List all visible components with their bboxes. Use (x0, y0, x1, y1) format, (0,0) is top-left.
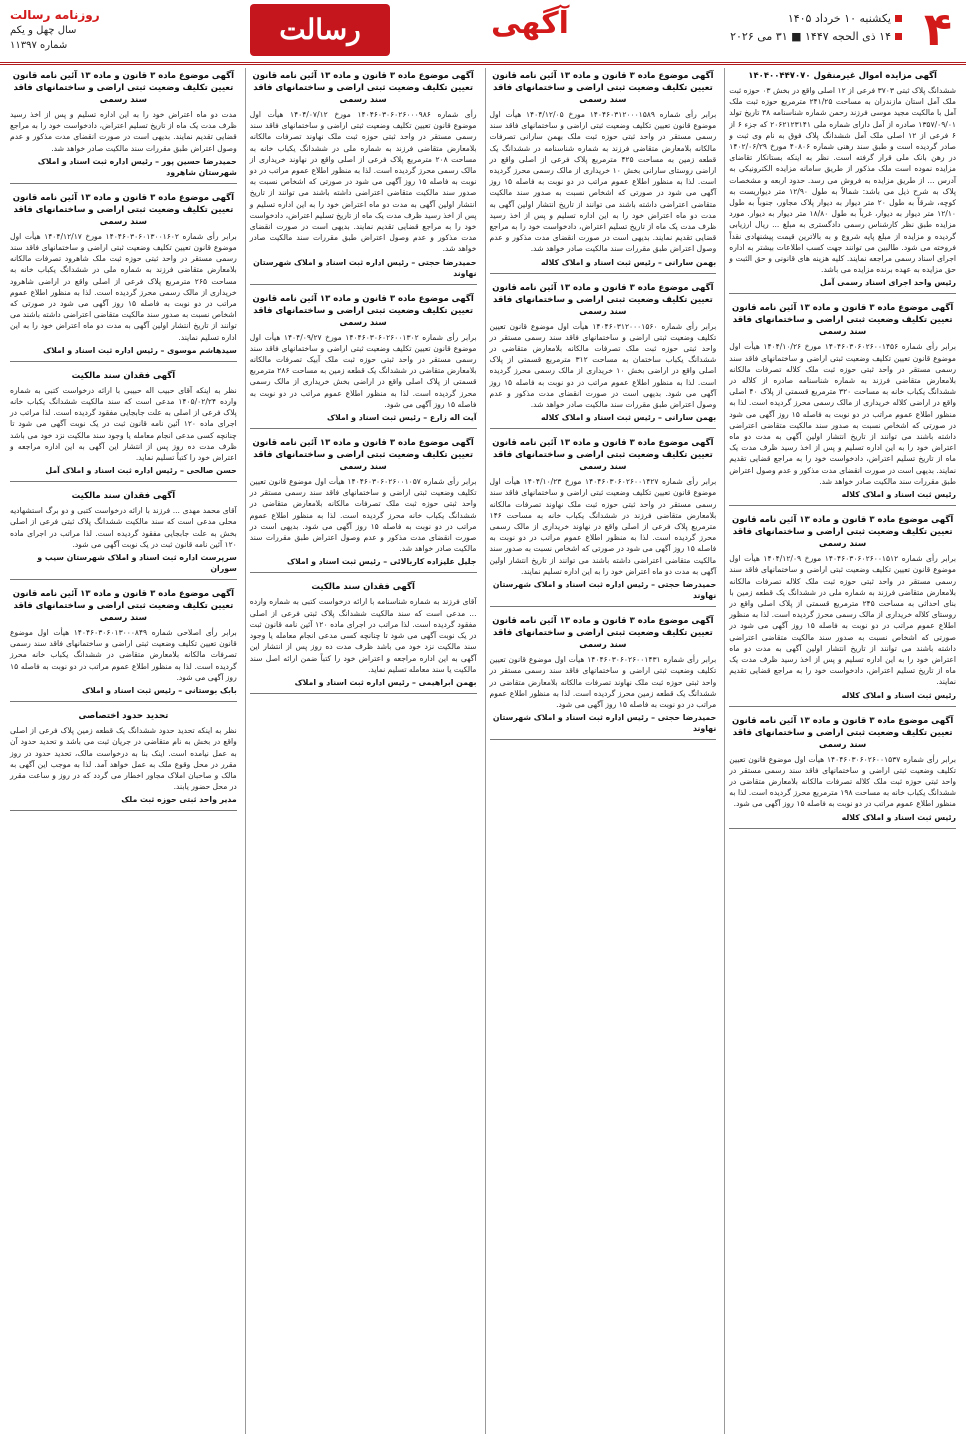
notice-divider (250, 284, 477, 285)
notice-body: نظر به اینکه تحدید حدود ششدانگ یک قطعه زمین پلاک فرعی از اصلی واقع در بخش به نام متقاضی در جریان ثبت می باشد و تحدید حدود آن به عمل نیامده است. اینک بنا به درخواست مالک، تحدید حدود در روز مقرر در محل وقوع ملک به عمل خواهد آمد. لذا به موجب این آگهی به مالک و صاحبان املاک مجاور اخطار می گردد که در روز و ساعت مقرر در محل حضور یابند. (10, 726, 237, 792)
date-line-2: ۱۴ ذی الحجه ۱۴۴۷ ■ ۳۱ می ۲۰۲۶ (730, 28, 902, 46)
legal-notice (10, 370, 237, 482)
page-number: ۴ (923, 2, 952, 56)
legal-notice (250, 437, 477, 573)
notice-body: رأی شماره ۱۴۰۴۶۰۳۰۶۰۲۶۰۰۰۹۸۶ مورخ ۱۴۰۴/۰۷/۱۲ هیأت اول موضوع قانون تعیین تکلیف وضعیت ثبتی اراضی و ساختمانهای فاقد سند رسمی مستقر در واحد ثبتی حوزه ثبت ملک نهاوند تصرفات مالکانه بلامعارض متقاضی فرزند به شماره ملی در ششدانگ یکباب خانه به مساحت ۲۰۸ مترمربع پلاک فرعی از اصلی واقع در نهاوند خریداری از مالک رسمی محرز گردیده است. لذا به منظور اطلاع عموم مراتب در دو نوبت به فاصله ۱۵ روز آگهی می شود در صورتی که اشخاص نسبت به صدور سند مالکیت متقاضی اعتراضی داشته باشند می توانند از تاریخ انتشار اولین آگهی به مدت دو ماه اعتراض خود را به این اداره تسلیم و پس از اخذ رسید ظرف مدت یک ماه از تاریخ تسلیم اعتراض، دادخواست خود را به مراجع قضایی تقدیم نمایند. بدیهی است در صورت انقضای مدت مذکور و عدم وصول اعتراض طبق مقررات سند مالکیت صادر خواهد شد. (249, 110, 477, 254)
notice-signature: سیدهاشم موسوی – رئیس اداره ثبت اسناد و املاک (43, 345, 237, 355)
notice-title: آگهی موضوع ماده ۳ قانون و ماده ۱۳ آئین نامه قانون تعیین تکلیف وضعیت ثبتی اراضی و ساختمانهای فاقد سند رسمی (492, 282, 714, 317)
legal-notice (729, 715, 956, 829)
notice-signature: بهمن سارانی – رئیس ثبت اسناد و املاک کلاله (540, 413, 717, 423)
notice-signature: رئیس ثبت اسناد و املاک کلاله (841, 490, 956, 500)
issue-dates (730, 10, 902, 46)
notice-title: آگهی موضوع ماده ۳ قانون و ماده ۱۳ آئین نامه قانون تعیین تکلیف وضعیت ثبتی اراضی و ساختمانهای فاقد سند رسمی (731, 515, 954, 550)
notice-divider (250, 693, 477, 694)
notice-title: آگهی موضوع ماده ۳ قانون و ماده ۱۳ آئین نامه قانون تعیین تکلیف وضعیت ثبتی اراضی و ساختمانهای فاقد سند رسمی (492, 71, 714, 105)
legal-notice (250, 70, 477, 285)
notice-title: آگهی موضوع ماده ۳ قانون و ماده ۱۳ آئین نامه قانون تعیین تکلیف وضعیت ثبتی اراضی و ساختمانهای فاقد سند رسمی (252, 438, 474, 473)
notice-column (485, 68, 721, 1434)
section-title: آگهی (491, 6, 569, 41)
newspaper-logo: رسالت (250, 4, 390, 56)
notice-signature: بهمن سارانی – رئیس ثبت اسناد و املاک کلاله (540, 257, 717, 267)
legal-notice (490, 615, 717, 740)
notice-divider (490, 739, 717, 740)
notice-title: آگهی موضوع ماده ۳ قانون و ماده ۱۳ آئین نامه قانون تعیین تکلیف وضعیت ثبتی اراضی و ساختمانهای فاقد سند رسمی (252, 293, 474, 328)
notice-title: آگهی موضوع ماده ۳ قانون و ماده ۱۳ آئین نامه قانون تعیین تکلیف وضعیت ثبتی اراضی و ساختمانهای فاقد سند رسمی (492, 616, 714, 651)
notice-title: آگهی مزایده اموال غیرمنقول ۱۴۰۴۰۰۴۴۷۰۷۰ (748, 71, 937, 81)
side-brand: روزنامه رسالت (10, 8, 100, 22)
legal-notice (250, 293, 477, 429)
notice-body: برابر رأی شماره ۱۴۰۴۶۰۳۰۶۰۲۶۰۰۱۵۱۲ مورخ ۱۴۰۴/۱۲/۰۹ هیأت اول موضوع قانون تعیین تکلیف وضعیت ثبتی اراضی و ساختمانهای فاقد سند رسمی مستقر در واحد ثبتی حوزه ثبت ملک کلاله تصرفات مالکانه بلامعارض متقاضی فرزند به شماره ملی در ششدانگ یک قطعه زمین با بنای احداثی به مساحت ۲۴۵ مترمربع قسمتی از پلاک اصلی واقع در روستای کلاله خریداری از مالک رسمی محرز گردیده است. لذا به منظور اطلاع عموم مراتب در دو نوبت به فاصله ۱۵ روز آگهی می شود در صورتی که اشخاص نسبت به صدور سند مالکیت متقاضی اعتراضی داشته باشند می توانند از تاریخ انتشار اولین آگهی به مدت دو ماه اعتراض خود را به این اداره تسلیم و پس از اخذ رسید ظرف مدت یک ماه از تاریخ تسلیم اعتراض، دادخواست خود را به مراجع قضایی تقدیم نمایند. (729, 554, 957, 687)
notice-signature: آیت اله زارع – رئیس ثبت اسناد و املاک (327, 413, 477, 423)
legal-notice (10, 490, 237, 580)
notice-title: آگهی فقدان سند مالکیت (71, 370, 176, 381)
notice-body: آقای فرزند به شماره شناسنامه با ارائه درخواست کتبی به شماره وارده ... مدعی است که سند مالکیت ششدانگ پلاک ثبتی فرعی از اصلی مفقود گردیده است. لذا مراتب در اجرای ماده ۱۲۰ آئین نامه قانون ثبت در یک نوبت آگهی می شود تا چنانچه کسی مدعی انجام معامله یا وجود سند مالکیت نزد خود می باشد ظرف مدت ده روز پس از انتشار این آگهی به این اداره مراجعه و اعتراض خود را کتباً ضمن ارائه اصل سند مالکیت یا سند معامله تسلیم نماید. (249, 597, 477, 674)
notice-divider (490, 428, 717, 429)
notice-divider (10, 481, 237, 482)
notice-signature: حمیدرضا حسین پور – رئیس اداره ثبت اسناد و املاک شهرستان شاهرود (37, 156, 237, 177)
date-line-1: یکشنبه ۱۰ خرداد ۱۴۰۵ (730, 10, 902, 28)
notice-title: تحدید حدود اختصاصی (78, 711, 169, 722)
notice-signature: رئیس ثبت اسناد و املاک کلاله (841, 690, 956, 700)
notice-divider (10, 701, 237, 702)
masthead (0, 0, 966, 65)
notice-divider (729, 706, 956, 707)
notice-body: آقای محمد مهدی ... فرزند با ارائه درخواست کتبی و دو برگ استشهادیه محلی مدعی است که سند مالکیت ششدانگ پلاک ثبتی فرعی از اصلی بخش به علت جابجایی مفقود گردیده است. لذا مراتب در اجرای ماده ۱۲۰ آئین نامه قانون ثبت در یک نوبت آگهی می شود. (10, 506, 237, 549)
notice-signature: حسن صالحی – رئیس اداره ثبت اسناد و املاک آمل (45, 466, 237, 476)
notice-divider (10, 361, 237, 362)
notice-signature: جلیل علیزاده کاربالائی – رئیس ثبت اسناد و املاک (287, 557, 477, 567)
notice-divider (729, 828, 956, 829)
notice-title: آگهی موضوع ماده ۳ قانون و ماده ۱۳ آئین نامه قانون تعیین تکلیف وضعیت ثبتی اراضی و ساختمانهای فاقد سند رسمی (731, 303, 954, 338)
notice-divider (729, 293, 956, 294)
notice-signature: رئیس ثبت اسناد و املاک کلاله (841, 812, 956, 822)
legal-notice (490, 437, 717, 607)
side-info (10, 8, 130, 53)
notice-signature: سرپرست اداره ثبت اسناد و املاک شهرستان سیب و سوران (37, 553, 237, 574)
legal-notice (490, 70, 717, 274)
notice-body: برابر رأی شماره ۱۴۰۴۶۰۳۰۶۰۲۶۰۰۱۴۵۶ مورخ ۱۴۰۴/۱۰/۲۶ هیأت اول موضوع قانون تعیین تکلیف وضعیت ثبتی اراضی و ساختمانهای فاقد سند رسمی مستقر در واحد ثبتی حوزه ثبت ملک کلاله تصرفات مالکانه بلامعارض متقاضی فرزند به شماره شناسنامه صادره از کلاله در ششدانگ یکباب خانه به مساحت ۳۲۰ مترمربع قسمتی از پلاک ۴۰ اصلی واقع در اراضی کلاله خریداری از مالک رسمی محرز گردیده است. لذا به منظور اطلاع عموم مراتب در دو نوبت به فاصله ۱۵ روز آگهی می شود در صورتی که اشخاص نسبت به صدور سند مالکیت متقاضی اعتراضی داشته باشند می توانند از تاریخ انتشار اولین آگهی به مدت دو ماه اعتراض خود را به این اداره تسلیم و پس از اخذ رسید ظرف مدت یک ماه از تاریخ تسلیم اعتراض، دادخواست خود را به مراجع قضایی تقدیم نمایند. بدیهی است در صورت انقضای مدت مذکور و عدم وصول اعتراض طبق مقررات سند مالکیت صادر خواهد شد. (729, 342, 957, 486)
notice-signature: رئیس واحد اجرای اسناد رسمی آمل (820, 278, 956, 288)
legal-notice (10, 70, 237, 184)
notice-body: مدت دو ماه اعتراض خود را به این اداره تسلیم و پس از اخذ رسید ظرف مدت یک ماه از تاریخ تسلیم اعتراض، دادخواست خود را به مراجع قضایی تقدیم نمایند. بدیهی است در صورت انقضای مدت مذکور و عدم وصول اعتراض طبق مقررات سند مالکیت صادر خواهد شد. (10, 110, 237, 153)
notice-signature: بابک بوستانی – رئیس ثبت اسناد و املاک (81, 686, 237, 696)
notice-column (724, 68, 960, 1434)
side-year: سال چهل و یکم (10, 25, 77, 36)
side-issue: شماره ۱۱۳۹۷ (10, 40, 68, 51)
legal-notice (729, 70, 956, 294)
legal-notice (10, 192, 237, 362)
notice-title: آگهی فقدان سند مالکیت (311, 582, 415, 593)
notice-column (245, 68, 481, 1434)
notice-title: آگهی موضوع ماده ۳ قانون و ماده ۱۳ آئین نامه قانون تعیین تکلیف وضعیت ثبتی اراضی و ساختمانهای فاقد سند رسمی (731, 715, 954, 750)
notice-divider (490, 606, 717, 607)
notice-signature: بهمن ابراهیمی – رئیس اداره ثبت اسناد و املاک (294, 677, 477, 687)
notice-title: آگهی موضوع ماده ۳ قانون و ماده ۱۳ آئین نامه قانون تعیین تکلیف وضعیت ثبتی اراضی و ساختمانهای فاقد سند رسمی (252, 71, 474, 105)
notice-body: برابر رأی شماره ۱۴۰۴۶۰۳۱۲۰۰۰۱۵۶۰ هیأت اول موضوع قانون تعیین تکلیف وضعیت ثبتی اراضی و ساختمانهای فاقد سند رسمی مستقر در واحد ثبتی حوزه ثبت ملک تصرفات مالکانه بلامعارض متقاضی در ششدانگ یکباب ساختمان به مساحت ۳۱۲ مترمربع قسمتی از پلاک اصلی واقع در اراضی بخش ۱۰ خریداری از مالک رسمی محرز گردیده است. لذا به منظور اطلاع عموم مراتب در دو نوبت به فاصله ۱۵ روز آگهی می شود. بدیهی است در صورت انقضای مدت مذکور و عدم وصول اعتراض طبق مقررات سند مالکیت صادر خواهد شد. (489, 321, 717, 410)
legal-notice (729, 302, 956, 506)
notice-signature: حمیدرضا حجتی – رئیس اداره ثبت اسناد و املاک شهرستان نهاوند (492, 713, 717, 734)
notice-body: برابر رأی اصلاحی شماره ۱۴۰۴۶۰۳۰۶۰۱۳۰۰۰۸۴۹ هیأت اول موضوع قانون تعیین تکلیف وضعیت ثبتی اراضی و ساختمانهای فاقد سند رسمی تصرفات مالکانه بلامعارض متقاضی در ششدانگ یکباب خانه محرز گردیده است. لذا به منظور اطلاع عموم مراتب در دو نوبت به فاصله ۱۵ روز آگهی می شود. (10, 628, 237, 682)
notice-signature: حمیدرضا حجتی – رئیس اداره ثبت اسناد و املاک شهرستان نهاوند (253, 257, 477, 278)
notice-body: برابر رأی شماره ۱۴۰۴۶۰۳۰۶۰۲۶۰۰۱۵۳۷ هیأت اول موضوع قانون تعیین تکلیف وضعیت ثبتی اراضی و ساختمانهای فاقد سند رسمی مستقر در واحد ثبتی حوزه ثبت ملک کلاله تصرفات مالکانه بلامعارض متقاضی در ششدانگ یکباب خانه به مساحت ۱۹۸ مترمربع محرز گردیده است. لذا به منظور اطلاع عموم مراتب در دو نوبت به فاصله ۱۵ روز آگهی می شود. (729, 754, 956, 809)
notice-title: آگهی موضوع ماده ۳ قانون و ماده ۱۳ آئین نامه قانون تعیین تکلیف وضعیت ثبتی اراضی و ساختمانهای فاقد سند رسمی (12, 71, 234, 105)
notice-signature: مدیر واحد ثبتی حوزه ثبت ملک (121, 795, 237, 805)
notice-title: آگهی موضوع ماده ۳ قانون و ماده ۱۳ آئین نامه قانون تعیین تکلیف وضعیت ثبتی اراضی و ساختمانهای فاقد سند رسمی (12, 589, 234, 624)
notice-title: آگهی موضوع ماده ۳ قانون و ماده ۱۳ آئین نامه قانون تعیین تکلیف وضعیت ثبتی اراضی و ساختمانهای فاقد سند رسمی (492, 438, 714, 473)
legal-notice (250, 581, 477, 693)
notice-divider (490, 273, 717, 274)
notice-body: برابر رأی شماره ۱۴۰۴۶۰۳۰۶۰۲۶۰۰۱۴۳۱ هیأت اول موضوع قانون تعیین تکلیف وضعیت ثبتی اراضی و ساختمانهای فاقد سند رسمی مستقر در واحد ثبتی حوزه ثبت ملک نهاوند تصرفات مالکانه بلامعارض متقاضی در ششدانگ یک قطعه زمین محرز گردیده است. لذا به منظور اطلاع عموم مراتب در دو نوبت به فاصله ۱۵ روز آگهی می شود. (489, 655, 717, 709)
legal-notice (729, 514, 956, 706)
notice-divider (10, 183, 237, 184)
notice-signature: حمیدرضا حجتی – رئیس اداره ثبت اسناد و املاک شهرستان نهاوند (492, 580, 717, 601)
notice-body: نظر به اینکه آقای حبیب اله حبیبی با ارائه درخواست کتبی به شماره وارده ۱۴۰۵/۰۲/۲۴ مدعی است که سند مالکیت ششدانگ یکباب خانه پلاک فرعی از اصلی به علت جابجایی مفقود گردیده است. لذا مراتب در اجرای ماده ۱۲۰ آئین نامه قانون ثبت در یک نوبت آگهی می شود تا چنانچه کسی مدعی انجام معامله یا وجود سند مالکیت نزد خود می باشد ظرف مدت ده روز پس از انتشار این آگهی به این اداره مراجعه و اعتراض خود را کتباً تسلیم نماید. (10, 385, 237, 463)
notice-body: ششدانگ پلاک ثبتی ۳۷۰۳ فرعی از ۱۲ اصلی واقع در بخش ۰۳ حوزه ثبت ملک آمل استان مازندران به مساحت ۲۴۱/۲۵ مترمربع حوزه ثبت ملک آمل با مالکیت مجید موسی فرزند رحمن شماره شناسنامه ۳۸ تاریخ تولد ۱۳۵۷/۰۹/۰۱ صادره از آمل دارای شماره ملی ۲۰۶۲۱۲۳۱۴۱ که جزء ۶ از ۶ فرعی از ۱۲ اصلی ملک آمل ششدانگ پلاک فوق به نام وی ثبت و صادر گردیده است و طبق سند رهنی شماره ۴۰۸۰۶ مورخ ۱۴۰۲/۰۶/۲۹ در رهن بانک ملی قرار گرفته است. نظر به اینکه بستانکار تقاضای مزایده نموده است ملک مذکور از طریق سامانه مزایده الکترونیکی به آدرس ... از طریق مزایده به فروش می رسد. حدود اربعه و مشخصات پلاک به شرح ذیل می باشد: شمالاً به طول ۱۲/۹۰ متر دیواریست به کوچه، شرقاً به طول ۲۰ متر دیوار به دیوار پلاک مجاور، جنوباً به طول ۱۲/۱۰ متر دیوار به دیوار، غرباً به طول ۱۸/۸۰ متر دیوار به دیوار. مورد مزایده طبق نظر کارشناس رسمی دادگستری به مبلغ ... ریال ارزیابی گردیده و مزایده از مبلغ پایه شروع و به بالاترین قیمت پیشنهادی نقداً فروخته می شود. طالبین می توانند جهت کسب اطلاعات بیشتر به اداره اجرای اسناد رسمی مراجعه نمایند. کلیه هزینه های قانونی و حق الثبت و حق مزایده به عهده برنده مزایده می باشد. (729, 86, 957, 275)
notice-columns (6, 68, 960, 1434)
notice-divider (10, 810, 237, 811)
notice-divider (10, 579, 237, 580)
notice-title: آگهی فقدان سند مالکیت (71, 491, 176, 502)
notice-divider (729, 505, 956, 506)
notice-column (6, 68, 241, 1434)
notice-body: برابر رأی شماره ۱۴۰۴۶۰۳۰۶۰۱۳۰۰۱۶۰۲ مورخ ۱۴۰۴/۱۲/۱۷ هیأت اول موضوع قانون تعیین تکلیف وضعیت ثبتی اراضی و ساختمانهای فاقد سند رسمی مستقر در واحد ثبتی حوزه ثبت ملک شاهرود تصرفات مالکانه بلامعارض متقاضی فرزند به شماره ملی در ششدانگ یکباب خانه به مساحت ۲۶۵ مترمربع پلاک فرعی از اصلی واقع در اراضی شاهرود خریداری از مالک رسمی محرز گردیده است. لذا به منظور اطلاع عموم مراتب در دو نوبت به فاصله ۱۵ روز آگهی می شود در صورتی که اشخاص نسبت به صدور سند مالکیت متقاضی اعتراضی داشته باشند می توانند از تاریخ انتشار اولین آگهی به مدت دو ماه اعتراض خود را به این اداره تسلیم نمایند. (10, 231, 237, 342)
notice-body: برابر رأی شماره ۱۴۰۴۶۰۳۰۶۰۲۶۰۰۱۳۰۲ مورخ ۱۴۰۴/۰۹/۲۷ هیأت اول موضوع قانون تعیین تکلیف وضعیت ثبتی اراضی و ساختمانهای فاقد سند رسمی مستقر در واحد ثبتی حوزه ثبت ملک آبیک تصرفات مالکانه بلامعارض متقاضی در ششدانگ یک قطعه زمین به مساحت ۲۸۶ مترمربع قسمتی از پلاک اصلی واقع در اراضی بخش خریداری از مالک رسمی محرز گردیده است. لذا به منظور اطلاع عموم مراتب در دو نوبت به فاصله ۱۵ روز آگهی می شود. (249, 332, 477, 409)
notice-body: برابر رأی شماره ۱۴۰۴۶۰۳۰۶۰۲۶۰۰۱۰۵۷ هیأت اول موضوع قانون تعیین تکلیف وضعیت ثبتی اراضی و ساختمانهای فاقد سند رسمی مستقر در واحد ثبتی حوزه ثبت ملک تصرفات مالکانه بلامعارض متقاضی در ششدانگ یکباب خانه محرز گردیده است. لذا به منظور اطلاع عموم مراتب در دو نوبت به فاصله ۱۵ روز آگهی می شود. بدیهی است در صورت انقضای مدت مذکور و عدم وصول اعتراض طبق مقررات سند مالکیت صادر خواهد شد. (249, 477, 477, 554)
notice-body: برابر رأی شماره ۱۴۰۴۶۰۳۱۲۰۰۰۱۵۸۹ مورخ ۱۴۰۴/۱۲/۰۵ هیأت اول موضوع قانون تعیین تکلیف وضعیت ثبتی اراضی و ساختمانهای فاقد سند رسمی مستقر در واحد ثبتی حوزه ثبت ملک بهمن سارانی تصرفات مالکانه بلامعارض متقاضی فرزند به شماره شناسنامه در ششدانگ یک قطعه زمین به مساحت ۴۲۵ مترمربع پلاک فرعی از اصلی واقع در اراضی روستای سارانی بخش ۱۰ خریداری از مالک رسمی محرز گردیده است. لذا به منظور اطلاع عموم مراتب در دو نوبت به فاصله ۱۵ روز آگهی می شود در صورتی که اشخاص نسبت به صدور سند مالکیت متقاضی اعتراضی داشته باشند می توانند از تاریخ انتشار اولین آگهی به مدت دو ماه اعتراض خود را به این اداره تسلیم و پس از اخذ رسید ظرف مدت یک ماه از تاریخ تسلیم اعتراض، دادخواست خود را به مراجع قضایی تقدیم نمایند. بدیهی است در صورت انقضای مدت مذکور و عدم وصول اعتراض طبق مقررات سند مالکیت صادر خواهد شد. (489, 110, 717, 254)
legal-notice (10, 588, 237, 702)
notice-title: آگهی موضوع ماده ۳ قانون و ماده ۱۳ آئین نامه قانون تعیین تکلیف وضعیت ثبتی اراضی و ساختمانهای فاقد سند رسمی (12, 192, 234, 227)
legal-notice (490, 282, 717, 430)
notice-divider (250, 572, 477, 573)
notice-divider (250, 428, 477, 429)
notice-body: برابر رأی شماره ۱۴۰۴۶۰۳۰۶۰۲۶۰۰۱۴۲۷ مورخ ۱۴۰۴/۱۰/۲۳ هیأت اول موضوع قانون تعیین تکلیف وضعیت ثبتی اراضی و ساختمانهای فاقد سند رسمی مستقر در واحد ثبتی حوزه ثبت ملک نهاوند تصرفات مالکانه بلامعارض متقاضی فرزند در ششدانگ یکباب خانه به مساحت ۱۴۶ مترمربع پلاک فرعی از اصلی واقع در نهاوند خریداری از مالک رسمی محرز گردیده است. لذا به منظور اطلاع عموم مراتب در دو نوبت به فاصله ۱۵ روز آگهی می شود در صورتی که اشخاص نسبت به صدور سند مالکیت متقاضی اعتراضی داشته باشند می توانند از تاریخ انتشار اولین آگهی به مدت دو ماه اعتراض خود را به این اداره تسلیم نمایند. (489, 477, 717, 576)
legal-notice (10, 710, 237, 811)
